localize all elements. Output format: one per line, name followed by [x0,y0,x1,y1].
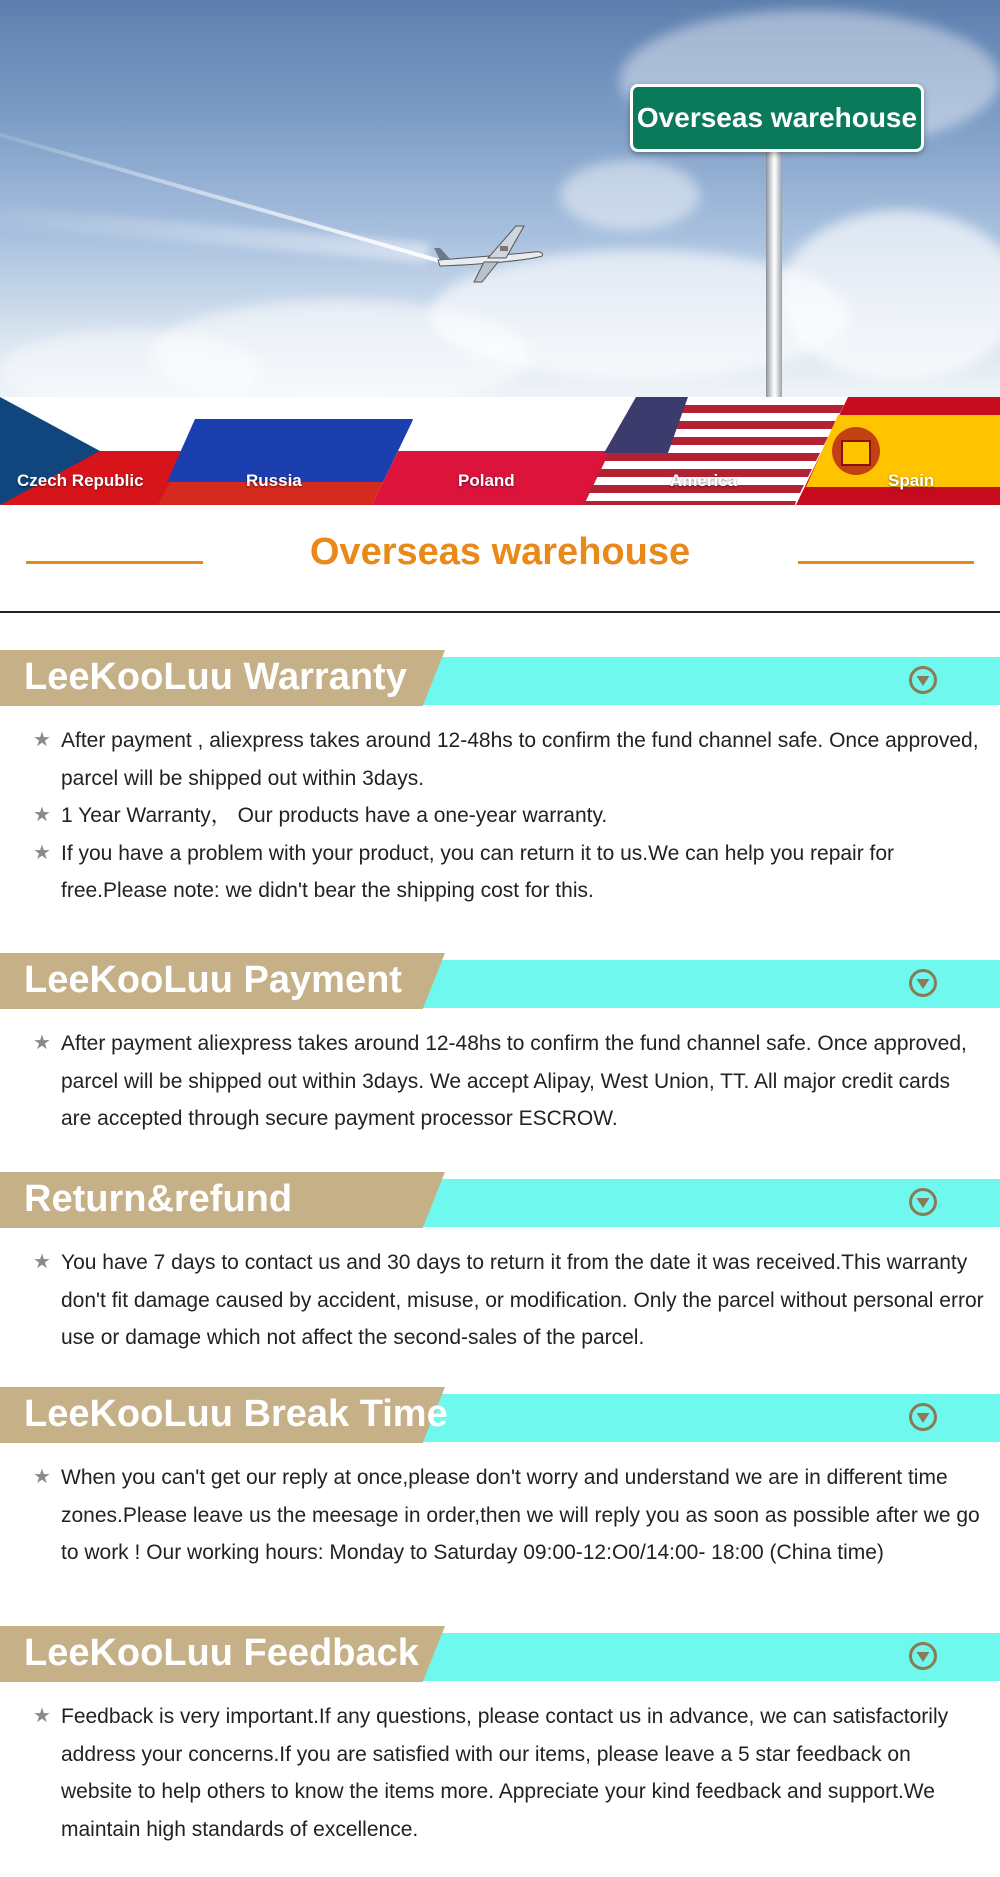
list-item: ★ After payment , aliexpress takes around 12-48hs to confirm the fund channel safe. Once approved, parcel will be shipped out within 3days. [0,722,1000,797]
star-icon: ★ [33,1466,51,1488]
section-break-time [0,1387,1000,1572]
flag-label-czech: Czech Republic [17,471,144,490]
section-header [0,650,1000,706]
section-title: LeeKooLuu Payment [24,959,402,1001]
chevron-down-circle-icon[interactable] [908,1187,938,1217]
section-return-refund [0,1172,1000,1357]
section-body [0,722,1000,910]
chevron-down-circle-icon[interactable] [908,968,938,998]
hero-banner [0,0,1000,397]
chevron-down-circle-icon[interactable] [908,1641,938,1671]
section-warranty [0,650,1000,910]
list-item: ★ You have 7 days to contact us and 30 days to return it from the date it was received.This warranty don't fit damage caused by accident, misuse, or modification. Only the parcel without personal error use or damage which not affect the second-sales of the parcel. [0,1244,1000,1357]
contrail-haze [0,205,429,263]
list-item: ★ 1 Year Warranty， Our products have a one-year warranty. [0,797,1000,835]
airplane-icon [434,222,546,286]
flag-label-america: America [670,471,738,490]
section-body [0,1244,1000,1357]
list-item: ★ Feedback is very important.If any questions, please contact us in advance, we can satisfactorily address your concerns.If you are satisfied with our items, please leave a 5 star feedback on website to help others to know the items more. Appreciate your kind feedback and support.We maintain high standards of excellence. [0,1698,1000,1848]
section-header [0,1172,1000,1228]
list-item: ★ When you can't get our reply at once,please don't worry and understand we are in different time zones.Please leave us the meesage in order,then we will reply you as soon as possible after we go to work ! Our working hours: Monday to Saturday 09:00-12:O0/14:00- 18:00 (China time) [0,1459,1000,1572]
section-title: LeeKooLuu Break Time [24,1393,448,1435]
star-icon: ★ [33,1032,51,1054]
list-item: ★ If you have a problem with your product, you can return it to us.We can help you repair for free.Please note: we didn't bear the shipping cost for this. [0,835,1000,910]
chevron-down-circle-icon[interactable] [908,1402,938,1432]
section-title: LeeKooLuu Feedback [24,1632,419,1674]
section-header [0,953,1000,1009]
list-item: ★ After payment aliexpress takes around 12-48hs to confirm the fund channel safe. Once approved, parcel will be shipped out within 3days. We accept Alipay, West Union, TT. All major credit cards are accepted through secure payment processor ESCROW. [0,1025,1000,1138]
section-header [0,1387,1000,1443]
star-icon: ★ [33,841,51,864]
section-body [0,1459,1000,1572]
overseas-warehouse-sign: Overseas warehouse [630,84,924,152]
flag-label-poland: Poland [458,471,515,490]
flag-label-spain: Spain [888,471,935,490]
star-icon: ★ [33,1251,51,1273]
overseas-warehouse-header [0,505,1000,613]
chevron-down-circle-icon[interactable] [908,665,938,695]
star-icon: ★ [33,729,51,751]
decorative-line-right [798,561,974,564]
section-body [0,1698,1000,1848]
overseas-warehouse-title: Overseas warehouse [309,531,691,573]
section-header [0,1626,1000,1682]
section-title: LeeKooLuu Warranty [24,656,407,698]
section-title: Return&refund [24,1178,293,1220]
star-icon: ★ [33,1705,51,1727]
flag-label-russia: Russia [246,471,302,490]
country-flags-strip [0,397,1000,505]
section-body [0,1025,1000,1138]
section-feedback [0,1626,1000,1848]
sign-pole [766,150,782,397]
star-icon: ★ [33,804,51,826]
section-payment [0,953,1000,1138]
